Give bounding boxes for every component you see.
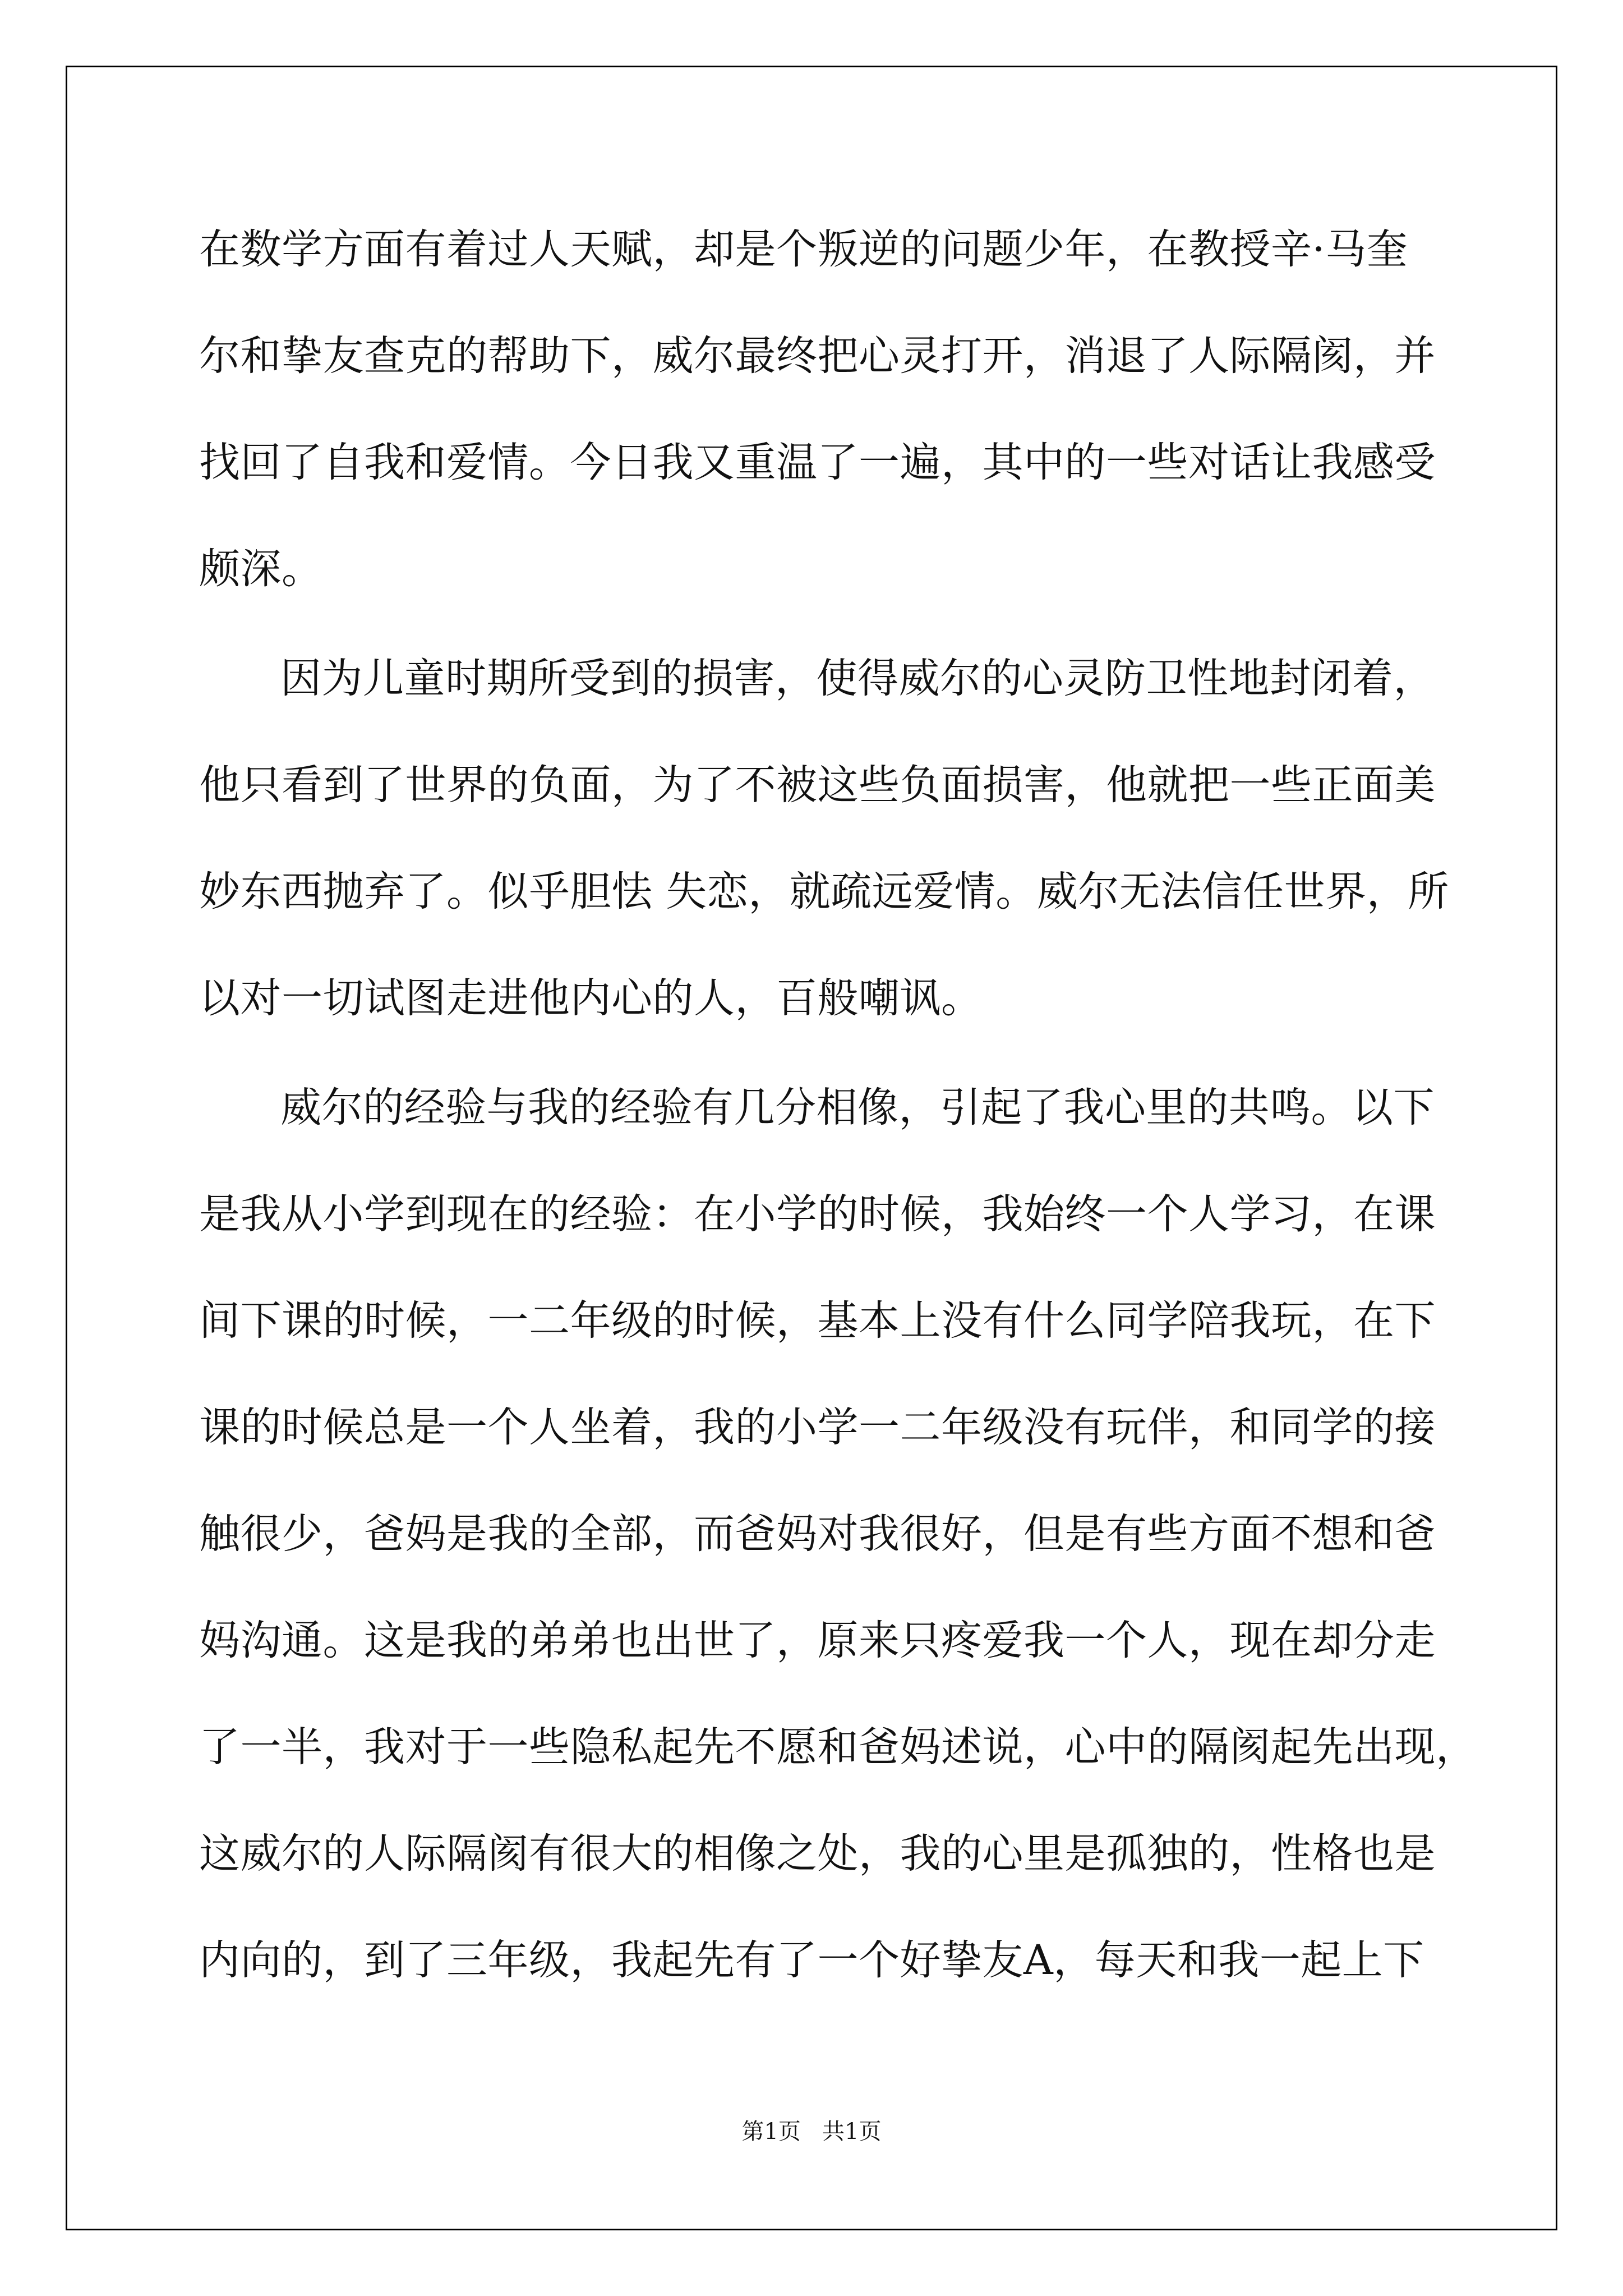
text-line: 间下课的时候，一二年级的时候，基本上没有什么同学陪我玩，在下 <box>199 1297 1436 1345</box>
text-line: 颇深。 <box>199 545 323 593</box>
text-line: 威尔的经验与我的经验有几分相像，引起了我心里的共鸣。以下 <box>280 1084 1435 1131</box>
text-line: 以对一切试图走进他内心的人，百般嘲讽。 <box>199 974 983 1022</box>
page-border <box>66 66 1557 2230</box>
text-line: 在数学方面有着过人天赋，却是个叛逆的问题少年，在教授辛·马奎 <box>199 226 1408 273</box>
text-line: 了一半，我对于一些隐私起先不愿和爸妈述说，心中的隔阂起先出现， <box>199 1723 1477 1771</box>
text-line: 找回了自我和爱情。今日我又重温了一遍，其中的一些对话让我感受 <box>199 439 1436 486</box>
text-line: 尔和挚友查克的帮助下，威尔最终把心灵打开，消退了人际隔阂，并 <box>199 332 1436 380</box>
text-line: 是我从小学到现在的经验：在小学的时候，我始终一个人学习，在课 <box>199 1190 1436 1238</box>
text-line: 他只看到了世界的负面，为了不被这些负面损害，他就把一些正面美 <box>199 761 1436 809</box>
text-line: 妈沟通。这是我的弟弟也出世了，原来只疼爱我一个人，现在却分走 <box>199 1617 1436 1664</box>
text-line: 触很少，爸妈是我的全部，而爸妈对我很好，但是有些方面不想和爸 <box>199 1510 1436 1558</box>
text-line: 内向的，到了三年级，我起先有了一个好挚友A，每天和我一起上下 <box>199 1936 1424 1984</box>
text-line: 因为儿童时期所受到的损害，使得威尔的心灵防卫性地封闭着， <box>280 655 1435 702</box>
page-number-footer: 第1页 共1页 <box>741 2119 882 2145</box>
text-line: 课的时候总是一个人坐着，我的小学一二年级没有玩伴，和同学的接 <box>199 1404 1436 1451</box>
text-line: 妙东西抛弃了。似乎胆怯 失恋，就疏远爱情。威尔无法信任世界，所 <box>199 868 1449 915</box>
text-line: 这威尔的人际隔阂有很大的相像之处，我的心里是孤独的，性格也是 <box>199 1830 1436 1878</box>
